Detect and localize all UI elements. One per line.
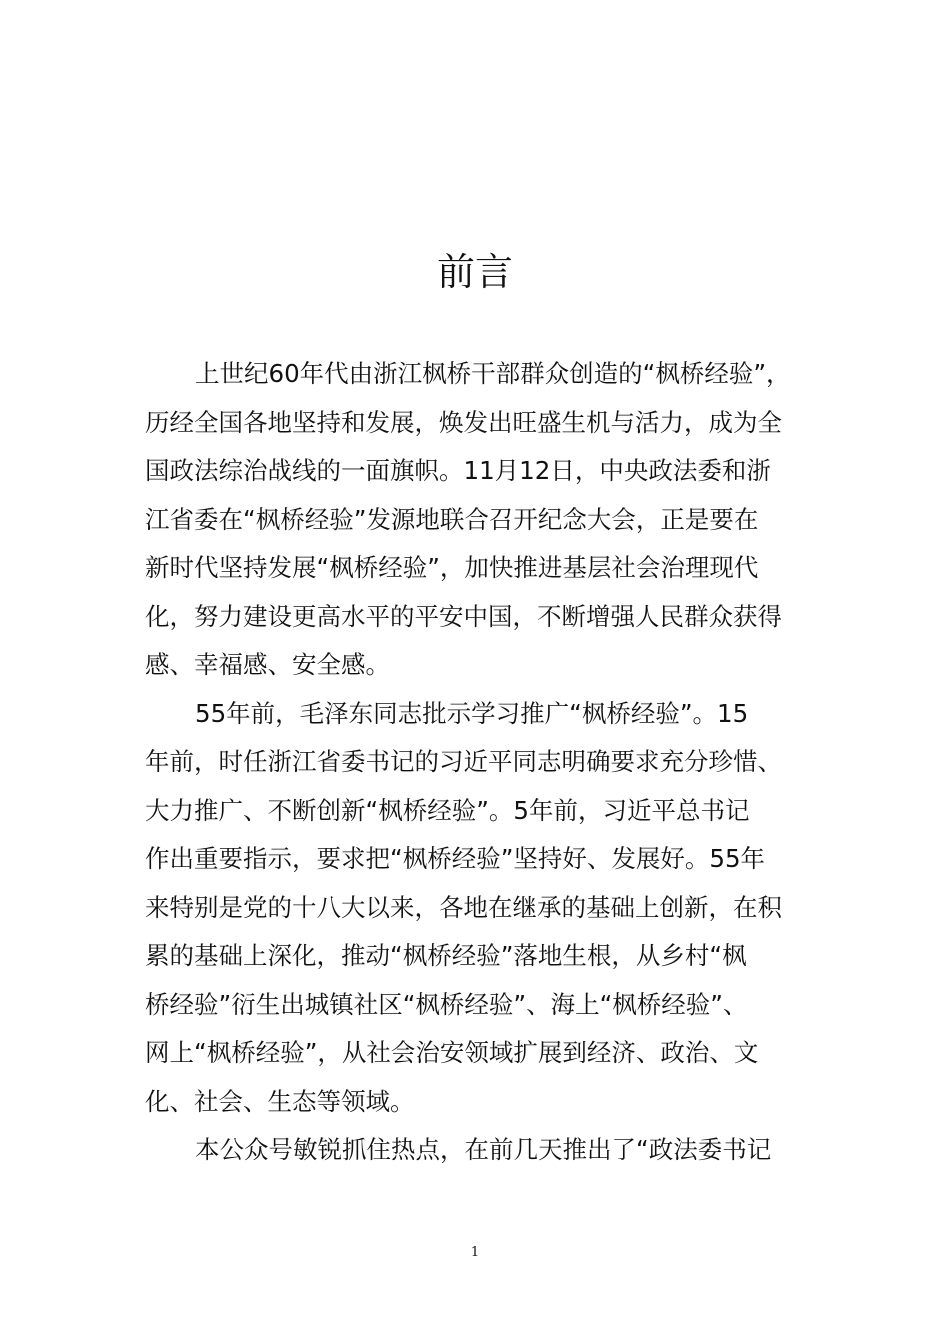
paragraph-line: 桥经验”衍生出城镇社区“枫桥经验”、海上“枫桥经验”、 (145, 989, 748, 1019)
paragraph-line: 来特别是党的十八大以来，各地在继承的基础上创新，在积 (145, 892, 782, 922)
paragraph-line: 年前，时任浙江省委书记的习近平同志明确要求充分珍惜、 (145, 747, 782, 776)
paragraph-line: 本公众号敏锐抓住热点，在前几天推出了“政法委书记 (195, 1135, 772, 1164)
paragraph-line: 化、社会、生态等领域。 (145, 1086, 415, 1116)
page-title: 前言 (436, 250, 513, 294)
paragraph-line: 累的基础上深化，推动“枫桥经验”落地生根，从乡村“枫 (145, 941, 747, 970)
paragraph-line: 55年前，毛泽东同志批示学习推广“枫桥经验”。15 (195, 698, 749, 728)
paragraph-line: 江省委在“枫桥经验”发源地联合召开纪念大会，正是要在 (145, 504, 759, 534)
paragraph-line: 网上“枫桥经验”，从社会治安领域扩展到经济、政治、文 (145, 1038, 759, 1067)
paragraph-line: 大力推广、不断创新“枫桥经验”。5年前，习近平总书记 (145, 795, 750, 825)
paragraph-line: 作出重要指示，要求把“枫桥经验”坚持好、发展好。55年 (145, 844, 766, 873)
page-number: 1 (470, 1245, 480, 1260)
paragraph-line: 化，努力建设更高水平的平安中国，不断增强人民群众获得 (145, 601, 782, 631)
paragraph-line: 国政法综治战线的一面旗帜。11月12日，中央政法委和浙 (145, 456, 771, 485)
paragraph-line: 历经全国各地坚持和发展，焕发出旺盛生机与活力，成为全 (145, 407, 782, 437)
paragraph-line: 上世纪60年代由浙江枫桥干部群众创造的“枫桥经验”， (195, 359, 791, 388)
paragraph-line: 新时代坚持发展“枫桥经验”，加快推进基层社会治理现代 (145, 553, 759, 582)
paragraph-line: 感、幸福感、安全感。 (145, 650, 390, 679)
body-text (145, 350, 810, 1175)
